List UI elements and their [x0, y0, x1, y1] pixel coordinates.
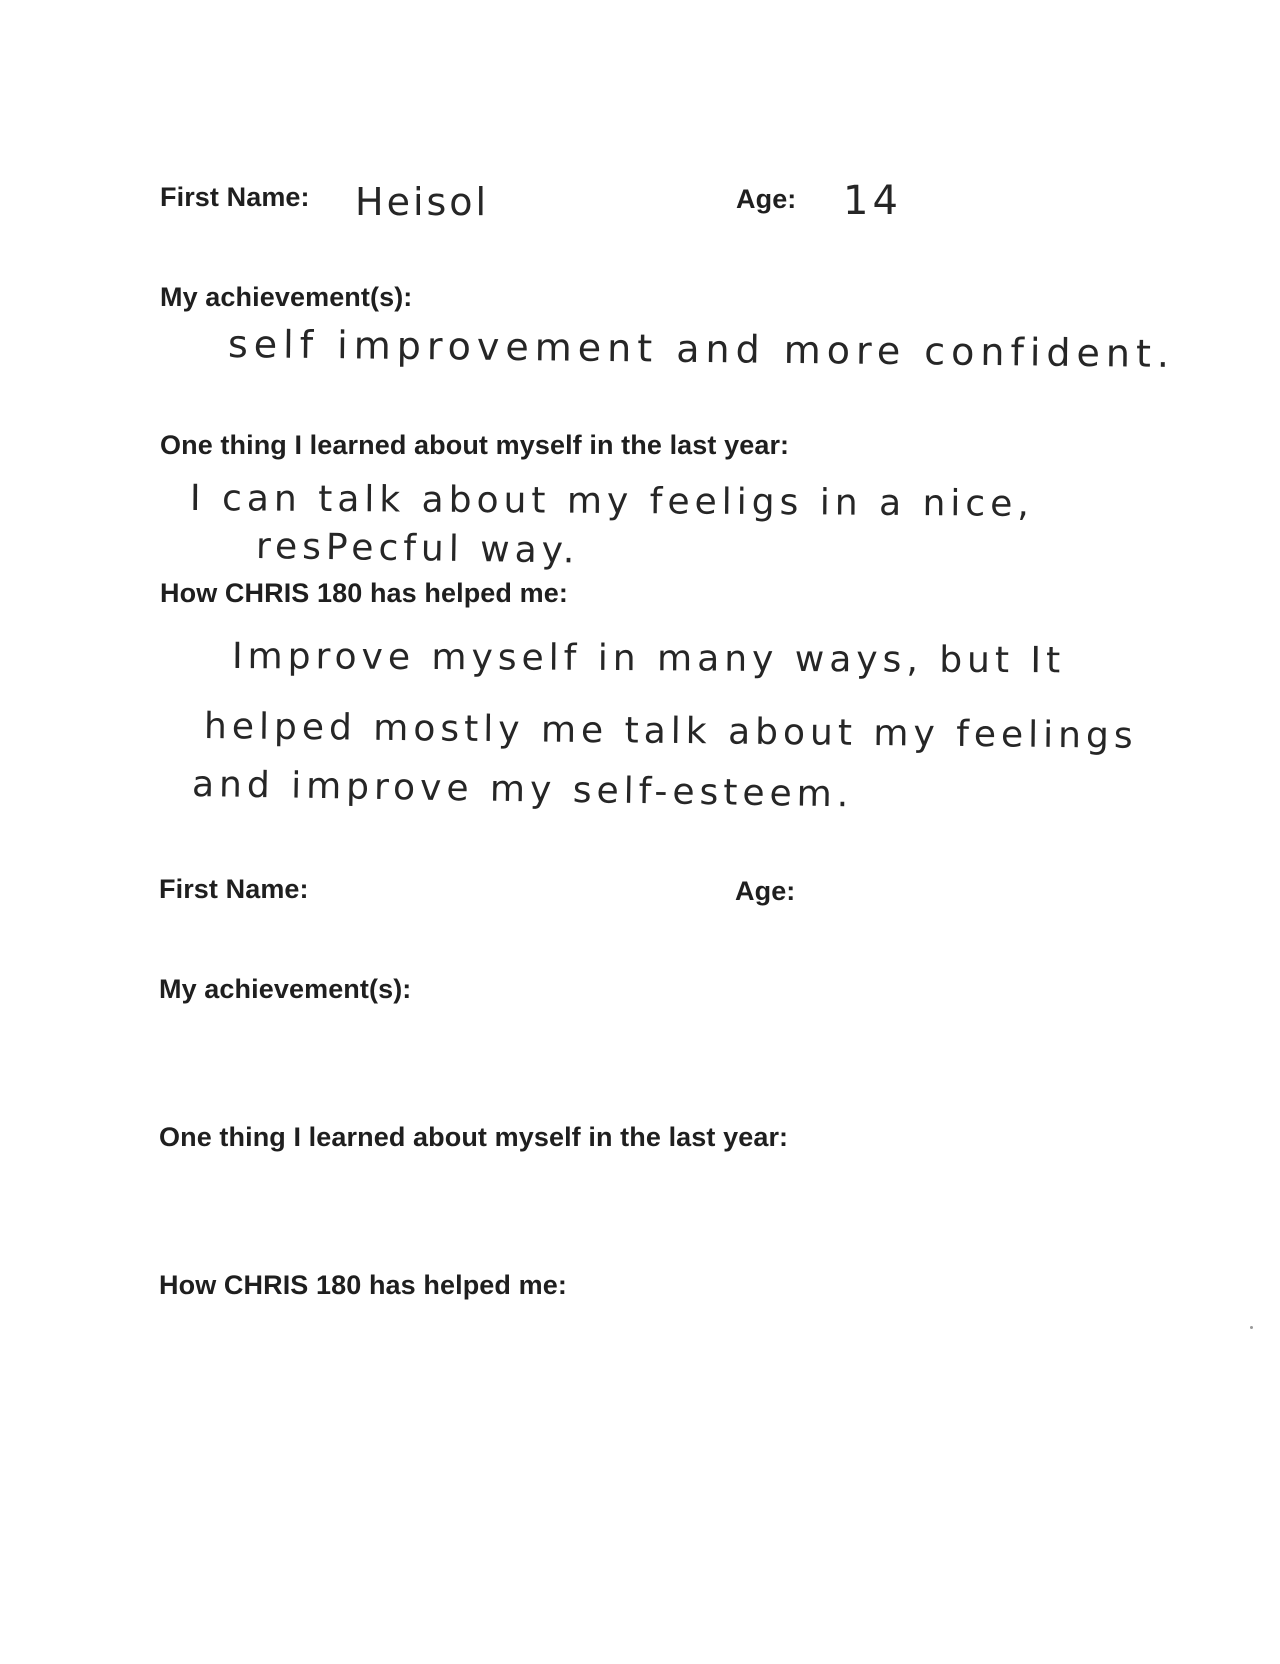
- achievements-label-1: My achievement(s):: [160, 282, 413, 312]
- learned-line-1: I can talk about my feeligs in a nice,: [189, 478, 1034, 525]
- age-value-1: 14: [843, 178, 902, 224]
- learned-line-2: resPecful way.: [255, 526, 580, 572]
- achievements-label-2: My achievement(s):: [159, 974, 412, 1004]
- helped-label-1: How CHRIS 180 has helped me:: [160, 578, 568, 608]
- age-label-1: Age:: [736, 184, 797, 214]
- scan-speck: [1250, 1326, 1253, 1329]
- first-name-value-1: Heisol: [355, 180, 490, 224]
- first-name-label-1: First Name:: [160, 182, 310, 212]
- first-name-label-2: First Name:: [159, 874, 309, 904]
- learned-label-2: One thing I learned about myself in the last year:: [159, 1122, 789, 1152]
- age-label-2: Age:: [735, 876, 796, 906]
- helped-label-2: How CHRIS 180 has helped me:: [159, 1270, 567, 1300]
- helped-line-1: Improve myself in many ways, but It: [231, 636, 1066, 682]
- learned-label-1: One thing I learned about myself in the last year:: [160, 430, 790, 460]
- achievement-value-1: self improvement and more confident.: [227, 322, 1176, 376]
- helped-line-2: helped mostly me talk about my feelings: [203, 706, 1138, 757]
- helped-line-3: and improve my self-esteem.: [191, 764, 854, 816]
